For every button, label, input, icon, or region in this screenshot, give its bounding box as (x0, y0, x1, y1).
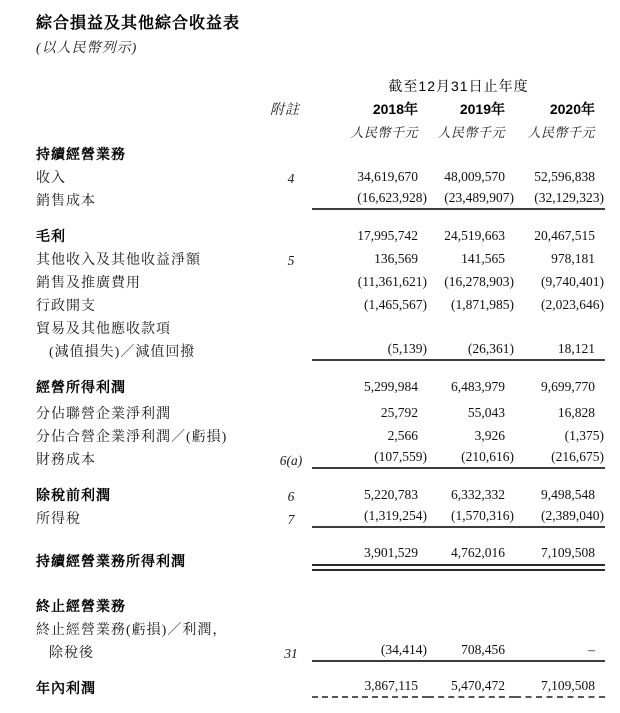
value-2020 (515, 482, 605, 505)
value-2019 (428, 616, 515, 639)
row-note (270, 141, 312, 164)
row-label: 銷售成本 (36, 194, 96, 209)
row-label: 經營所得利潤 (36, 379, 126, 395)
row-note: 6(a) (279, 453, 303, 468)
spacer-cell (36, 528, 605, 545)
year-header-2020: 2020年 (549, 101, 595, 117)
spacer-row (36, 571, 605, 593)
row-label: 持續經營業務 (36, 146, 126, 162)
statement-table (36, 72, 605, 698)
row-note (270, 269, 312, 292)
value-cell: (1,319,254) (312, 508, 428, 528)
value-cell: 55,043 (467, 405, 505, 420)
value-cell: 136,569 (374, 251, 418, 266)
table-row (36, 223, 605, 246)
value-cell: (1,871,985) (451, 297, 514, 312)
value-cell: 18,121 (515, 341, 605, 361)
value-cell: (1,465,567) (364, 297, 427, 312)
note-column-header: 附註 (270, 103, 300, 118)
value-cell: 978,181 (551, 251, 595, 266)
page-title: 綜合損益及其他綜合收益表 (36, 15, 241, 32)
row-note: 6 (287, 489, 295, 504)
spacer-cell (36, 662, 605, 675)
value-2020 (515, 505, 605, 528)
row-label: (減值損失)／減值回撥 (49, 345, 196, 360)
table-row (36, 315, 605, 338)
row-label: 除稅前利潤 (36, 487, 111, 503)
value-cell: 7,109,508 (515, 678, 605, 698)
value-2019 (428, 545, 515, 571)
value-cell: 48,009,570 (444, 169, 505, 184)
row-label: 除稅後 (49, 646, 94, 661)
spacer-cell (36, 571, 605, 593)
units-header-row (36, 119, 605, 141)
row-note (270, 187, 312, 210)
value-cell: (16,623,928) (312, 190, 428, 210)
value-2020 (515, 292, 605, 315)
value-cell: 708,456 (428, 642, 515, 662)
unit-header-2019: 人民幣千元 (437, 125, 505, 140)
value-2019 (428, 446, 515, 469)
value-cell: 6,332,332 (451, 487, 505, 502)
value-2018 (312, 141, 428, 164)
spacer-row (36, 469, 605, 482)
value-2020 (515, 423, 605, 446)
value-2019 (428, 292, 515, 315)
value-cell: 3,901,529 (312, 545, 428, 571)
spacer-row (36, 528, 605, 545)
row-note (270, 616, 312, 639)
row-label: 年內利潤 (36, 680, 96, 696)
value-2018 (312, 374, 428, 397)
value-2018 (312, 639, 428, 662)
value-cell: 17,995,742 (357, 228, 418, 243)
row-label: 銷售及推廣費用 (36, 276, 141, 291)
value-cell: 24,519,663 (444, 228, 505, 243)
value-cell: 7,109,508 (515, 545, 605, 571)
value-cell: 52,596,838 (534, 169, 595, 184)
table-row (36, 639, 605, 662)
value-2019 (428, 374, 515, 397)
unit-header-2018: 人民幣千元 (350, 125, 418, 140)
value-2020 (515, 446, 605, 469)
value-2020 (515, 187, 605, 210)
value-2018 (312, 545, 428, 571)
row-note (270, 292, 312, 315)
value-cell: 34,619,670 (357, 169, 418, 184)
spacer-row (36, 662, 605, 675)
period-header: 截至12月31日止年度 (388, 78, 529, 94)
unit-header-2020: 人民幣千元 (527, 125, 595, 140)
spacer-cell (36, 469, 605, 482)
value-cell: (9,740,401) (541, 274, 604, 289)
value-cell: 3,867,115 (312, 678, 428, 698)
value-2018 (312, 187, 428, 210)
empty-cell (270, 72, 312, 96)
row-note (270, 315, 312, 338)
value-cell: – (515, 642, 605, 662)
row-note: 5 (287, 253, 295, 268)
row-note (270, 338, 312, 361)
value-2018 (312, 593, 428, 616)
page-subtitle: (以人民幣列示) (36, 41, 138, 56)
value-cell: (2,023,646) (541, 297, 604, 312)
value-cell: (5,139) (312, 341, 428, 361)
value-2018 (312, 616, 428, 639)
row-note (270, 593, 312, 616)
value-2020 (515, 246, 605, 269)
row-label: 行政開支 (36, 299, 96, 314)
value-2019 (428, 675, 515, 698)
row-label: 毛利 (36, 228, 66, 244)
value-2020 (515, 315, 605, 338)
value-2019 (428, 505, 515, 528)
value-2019 (428, 223, 515, 246)
row-label: 終止經營業務 (36, 598, 126, 614)
row-label: 收入 (36, 171, 66, 186)
row-label: 所得稅 (36, 512, 81, 527)
row-label: 持續經營業務所得利潤 (36, 553, 186, 569)
section-row (36, 141, 605, 164)
row-note: 31 (284, 646, 298, 661)
value-2020 (515, 616, 605, 639)
value-cell: (1,570,316) (428, 508, 515, 528)
value-cell: 2,566 (387, 428, 418, 443)
value-cell: (107,559) (312, 449, 428, 469)
table-row (36, 423, 605, 446)
value-2019 (428, 315, 515, 338)
table-row (36, 400, 605, 423)
year-header-2018: 2018年 (372, 101, 418, 117)
value-2019 (428, 639, 515, 662)
value-cell: (216,675) (515, 449, 605, 469)
value-cell: (32,129,323) (515, 190, 605, 210)
empty-cell (36, 72, 270, 96)
value-cell: 5,220,783 (364, 487, 418, 502)
year-header-2019: 2019年 (459, 101, 505, 117)
section-row (36, 593, 605, 616)
value-2019 (428, 269, 515, 292)
value-cell: (23,489,907) (428, 190, 515, 210)
value-2020 (515, 400, 605, 423)
table-row (36, 482, 605, 505)
value-cell: (16,278,903) (444, 274, 514, 289)
row-note (270, 675, 312, 698)
value-cell: 9,699,770 (541, 379, 595, 394)
value-cell: 4,762,016 (428, 545, 515, 571)
empty-cell (36, 96, 270, 119)
value-2020 (515, 545, 605, 571)
value-cell: 141,565 (461, 251, 505, 266)
value-2018 (312, 164, 428, 187)
row-note (270, 400, 312, 423)
row-label: 貿易及其他應收款項 (36, 322, 171, 337)
value-2019 (428, 246, 515, 269)
table-row (36, 675, 605, 698)
value-2019 (428, 423, 515, 446)
value-2020 (515, 223, 605, 246)
value-2018 (312, 482, 428, 505)
value-2020 (515, 164, 605, 187)
table-row (36, 505, 605, 528)
value-2018 (312, 675, 428, 698)
row-note (270, 374, 312, 397)
value-2020 (515, 269, 605, 292)
row-label: 分佔合營企業淨利潤／(虧損) (36, 430, 228, 445)
value-2018 (312, 292, 428, 315)
table-row (36, 338, 605, 361)
value-2019 (428, 593, 515, 616)
row-label: 其他收入及其他收益淨額 (36, 253, 201, 268)
row-note (270, 545, 312, 571)
value-cell: 20,467,515 (534, 228, 595, 243)
period-header-row (36, 72, 605, 96)
value-2019 (428, 187, 515, 210)
table-row (36, 446, 605, 469)
row-label: 分佔聯營企業淨利潤 (36, 407, 171, 422)
value-2019 (428, 141, 515, 164)
empty-cell (270, 119, 312, 141)
value-2019 (428, 338, 515, 361)
value-2020 (515, 675, 605, 698)
row-label: 財務成本 (36, 453, 96, 468)
value-2020 (515, 338, 605, 361)
table-body (36, 141, 605, 698)
row-note: 7 (287, 512, 295, 527)
table-row (36, 292, 605, 315)
value-cell: (11,361,621) (357, 274, 427, 289)
row-note: 4 (287, 171, 295, 186)
value-cell: (2,389,040) (515, 508, 605, 528)
table-row (36, 616, 605, 639)
table-row (36, 545, 605, 571)
value-cell: 5,470,472 (428, 678, 515, 698)
table-row (36, 269, 605, 292)
value-cell: (34,414) (312, 642, 428, 662)
value-cell: 9,498,548 (541, 487, 595, 502)
value-cell: 3,926 (474, 428, 505, 443)
table-row (36, 164, 605, 187)
spacer-row (36, 210, 605, 223)
empty-cell (36, 119, 270, 141)
value-2018 (312, 269, 428, 292)
value-cell: 5,299,984 (364, 379, 418, 394)
value-2018 (312, 246, 428, 269)
value-2018 (312, 315, 428, 338)
value-cell: (1,375) (564, 428, 604, 443)
row-note (270, 423, 312, 446)
row-note (270, 223, 312, 246)
value-2018 (312, 338, 428, 361)
value-2018 (312, 223, 428, 246)
value-2020 (515, 374, 605, 397)
value-cell: 25,792 (380, 405, 418, 420)
value-2018 (312, 400, 428, 423)
value-cell: (210,616) (428, 449, 515, 469)
value-2020 (515, 593, 605, 616)
value-2019 (428, 482, 515, 505)
table-row (36, 374, 605, 397)
value-cell: (26,361) (428, 341, 515, 361)
table-row (36, 246, 605, 269)
value-2018 (312, 423, 428, 446)
value-2019 (428, 164, 515, 187)
value-2020 (515, 639, 605, 662)
value-cell: 6,483,979 (451, 379, 505, 394)
value-2019 (428, 400, 515, 423)
row-label: 終止經營業務(虧損)／利潤， (36, 623, 228, 638)
value-2018 (312, 505, 428, 528)
spacer-cell (36, 361, 605, 374)
years-header-row (36, 96, 605, 119)
table-row (36, 187, 605, 210)
spacer-row (36, 361, 605, 374)
value-2020 (515, 141, 605, 164)
value-2018 (312, 446, 428, 469)
spacer-cell (36, 210, 605, 223)
value-cell: 16,828 (557, 405, 595, 420)
